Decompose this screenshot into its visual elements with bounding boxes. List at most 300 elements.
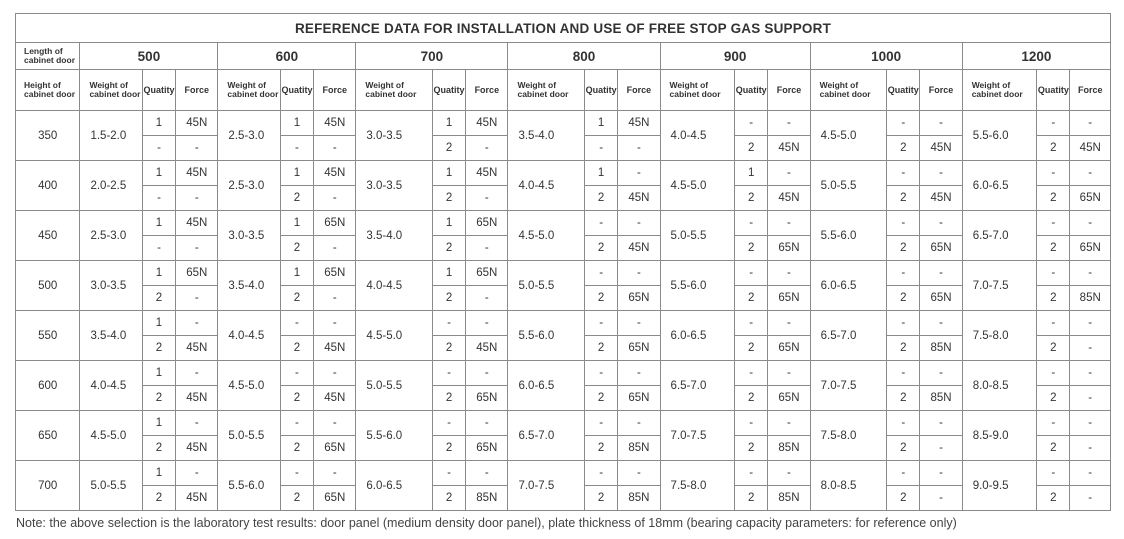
quantity-value: - (585, 361, 618, 386)
force-value: - (920, 411, 962, 436)
quantity-value: - (280, 411, 313, 436)
force-value: - (466, 236, 508, 261)
force-value: - (1070, 436, 1111, 461)
weight-value: 6.0-6.5 (962, 161, 1037, 211)
force-value: 85N (618, 436, 660, 461)
force-value: - (1070, 311, 1111, 336)
quantity-value: 2 (1037, 436, 1070, 461)
force-value: - (920, 461, 962, 486)
force-value: 85N (466, 486, 508, 511)
quantity-value: - (735, 411, 768, 436)
force-value: 45N (176, 336, 218, 361)
weight-value: 7.0-7.5 (508, 461, 585, 511)
force-value: 65N (1070, 236, 1111, 261)
weight-value: 6.0-6.5 (356, 461, 433, 511)
force-value: - (920, 261, 962, 286)
quantity-value: 2 (887, 486, 920, 511)
quantity-value: - (735, 211, 768, 236)
quantity-label: Quatity (280, 70, 313, 111)
force-value: 45N (618, 111, 660, 136)
weight-value: 9.0-9.5 (962, 461, 1037, 511)
weight-value: 7.5-8.0 (660, 461, 735, 511)
quantity-value: 1 (432, 111, 465, 136)
quantity-value: 1 (142, 261, 175, 286)
weight-value: 5.0-5.5 (218, 411, 280, 461)
quantity-value: 2 (887, 236, 920, 261)
force-value: 65N (466, 211, 508, 236)
quantity-value: - (142, 136, 175, 161)
force-value: - (768, 461, 810, 486)
weight-value: 5.5-6.0 (810, 211, 887, 261)
force-value: 45N (176, 436, 218, 461)
weight-value: 7.0-7.5 (962, 261, 1037, 311)
quantity-value: - (735, 111, 768, 136)
weight-value: 3.0-3.5 (356, 161, 433, 211)
quantity-value: - (585, 461, 618, 486)
height-value: 650 (16, 411, 80, 461)
force-value: - (768, 161, 810, 186)
force-value: 45N (176, 486, 218, 511)
force-value: - (618, 261, 660, 286)
weight-value: 2.5-3.0 (218, 161, 280, 211)
quantity-value: 1 (280, 261, 313, 286)
force-value: - (1070, 386, 1111, 411)
force-value: - (1070, 211, 1111, 236)
force-value: 65N (1070, 186, 1111, 211)
force-value: - (466, 136, 508, 161)
force-value: 65N (176, 261, 218, 286)
door-length-header: 700 (356, 43, 508, 70)
weight-value: 5.5-6.0 (356, 411, 433, 461)
weight-value: 7.5-8.0 (810, 411, 887, 461)
quantity-value: 2 (432, 136, 465, 161)
weight-value: 4.0-4.5 (218, 311, 280, 361)
quantity-value: 2 (735, 186, 768, 211)
table-row (16, 461, 1111, 486)
quantity-value: 1 (432, 261, 465, 286)
quantity-label: Quatity (887, 70, 920, 111)
weight-value: 1.5-2.0 (80, 111, 142, 161)
quantity-value: 2 (142, 436, 175, 461)
quantity-value: 1 (142, 211, 175, 236)
force-value: - (466, 461, 508, 486)
quantity-value: - (432, 311, 465, 336)
force-value: 45N (1070, 136, 1111, 161)
quantity-value: - (432, 411, 465, 436)
quantity-value: - (1037, 211, 1070, 236)
quantity-value: 2 (142, 286, 175, 311)
table-row (16, 111, 1111, 136)
weight-value: 3.0-3.5 (356, 111, 433, 161)
height-of-cabinet-door-label: Height of cabinet door (16, 70, 80, 111)
weight-value: 4.5-5.0 (218, 361, 280, 411)
force-value: 45N (314, 111, 356, 136)
force-value: 85N (1070, 286, 1111, 311)
force-value: 65N (618, 286, 660, 311)
quantity-value: 2 (887, 136, 920, 161)
quantity-value: 2 (432, 186, 465, 211)
quantity-label: Quatity (1037, 70, 1070, 111)
weight-value: 3.5-4.0 (218, 261, 280, 311)
force-value: - (176, 411, 218, 436)
quantity-value: 1 (142, 461, 175, 486)
quantity-value: - (1037, 261, 1070, 286)
weight-value: 6.5-7.0 (810, 311, 887, 361)
door-length-header: 600 (218, 43, 356, 70)
weight-value: 4.5-5.0 (356, 311, 433, 361)
force-value: 85N (768, 486, 810, 511)
force-value: 45N (466, 161, 508, 186)
quantity-value: 2 (432, 286, 465, 311)
quantity-value: 2 (280, 436, 313, 461)
weight-value: 8.0-8.5 (810, 461, 887, 511)
quantity-value: 2 (432, 386, 465, 411)
quantity-value: 1 (280, 111, 313, 136)
force-value: 45N (920, 186, 962, 211)
weight-value: 7.5-8.0 (962, 311, 1037, 361)
force-value: - (1070, 336, 1111, 361)
force-value: - (314, 311, 356, 336)
quantity-value: - (432, 361, 465, 386)
quantity-value: 2 (585, 386, 618, 411)
table-row (16, 311, 1111, 336)
weight-value: 4.0-4.5 (356, 261, 433, 311)
force-value: - (920, 361, 962, 386)
force-value: - (314, 186, 356, 211)
quantity-value: - (1037, 361, 1070, 386)
quantity-value: 2 (1037, 186, 1070, 211)
quantity-value: 2 (887, 386, 920, 411)
quantity-value: 2 (142, 336, 175, 361)
weight-value: 5.5-6.0 (660, 261, 735, 311)
table-row (16, 361, 1111, 386)
force-value: 85N (920, 386, 962, 411)
height-value: 400 (16, 161, 80, 211)
quantity-value: 2 (280, 336, 313, 361)
quantity-value: 2 (1037, 336, 1070, 361)
force-value: - (314, 461, 356, 486)
weight-value: 2.0-2.5 (80, 161, 142, 211)
quantity-value: 2 (735, 436, 768, 461)
force-value: 45N (314, 161, 356, 186)
quantity-value: 2 (887, 286, 920, 311)
quantity-value: - (142, 236, 175, 261)
force-label: Force (1070, 70, 1111, 111)
weight-value: 6.0-6.5 (660, 311, 735, 361)
force-value: - (176, 286, 218, 311)
force-value: - (466, 186, 508, 211)
force-value: - (768, 311, 810, 336)
quantity-value: - (887, 261, 920, 286)
force-value: 45N (466, 336, 508, 361)
force-value: - (176, 461, 218, 486)
quantity-value: 2 (280, 486, 313, 511)
force-value: - (1070, 361, 1111, 386)
quantity-value: - (432, 461, 465, 486)
quantity-value: - (280, 311, 313, 336)
force-value: 45N (768, 186, 810, 211)
force-label: Force (176, 70, 218, 111)
weight-value: 2.5-3.0 (218, 111, 280, 161)
force-value: 65N (768, 236, 810, 261)
force-value: 85N (618, 486, 660, 511)
table-row (16, 261, 1111, 286)
force-value: - (920, 436, 962, 461)
force-value: - (314, 411, 356, 436)
quantity-value: 2 (735, 136, 768, 161)
force-value: 65N (768, 286, 810, 311)
force-value: 85N (768, 436, 810, 461)
quantity-value: 1 (432, 161, 465, 186)
force-value: - (920, 486, 962, 511)
force-value: 45N (176, 386, 218, 411)
force-value: 45N (466, 111, 508, 136)
quantity-value: - (585, 211, 618, 236)
force-value: - (618, 211, 660, 236)
weight-value: 6.0-6.5 (508, 361, 585, 411)
force-value: 45N (176, 211, 218, 236)
force-value: - (768, 361, 810, 386)
height-value: 700 (16, 461, 80, 511)
force-value: - (176, 236, 218, 261)
quantity-value: - (887, 111, 920, 136)
force-value: - (466, 311, 508, 336)
force-value: - (1070, 486, 1111, 511)
force-value: - (768, 111, 810, 136)
quantity-value: 1 (142, 411, 175, 436)
weight-value: 4.0-4.5 (508, 161, 585, 211)
force-value: 65N (314, 261, 356, 286)
weight-value: 5.0-5.5 (660, 211, 735, 261)
quantity-value: 2 (432, 486, 465, 511)
length-of-cabinet-door-label: Length of cabinet door (16, 43, 80, 70)
quantity-value: 2 (735, 336, 768, 361)
quantity-value: - (887, 411, 920, 436)
quantity-value: 2 (735, 386, 768, 411)
force-value: - (1070, 261, 1111, 286)
weight-value: 5.0-5.5 (508, 261, 585, 311)
force-value: - (314, 236, 356, 261)
quantity-label: Quatity (142, 70, 175, 111)
force-value: 45N (618, 186, 660, 211)
weight-value: 5.0-5.5 (810, 161, 887, 211)
weight-of-cabinet-door-label: Weight of cabinet door (962, 70, 1037, 111)
force-value: 65N (314, 436, 356, 461)
quantity-value: 2 (735, 486, 768, 511)
force-value: 45N (176, 111, 218, 136)
quantity-value: - (735, 311, 768, 336)
force-value: 45N (920, 136, 962, 161)
weight-value: 5.0-5.5 (356, 361, 433, 411)
force-value: - (768, 261, 810, 286)
force-value: 65N (920, 286, 962, 311)
quantity-value: 2 (142, 486, 175, 511)
quantity-value: 2 (432, 436, 465, 461)
door-length-header: 500 (80, 43, 218, 70)
quantity-value: - (887, 461, 920, 486)
quantity-value: 2 (432, 236, 465, 261)
quantity-value: 2 (585, 336, 618, 361)
force-value: - (1070, 461, 1111, 486)
weight-value: 7.0-7.5 (660, 411, 735, 461)
force-value: - (176, 361, 218, 386)
quantity-value: 1 (142, 111, 175, 136)
quantity-value: 2 (1037, 236, 1070, 261)
quantity-value: - (1037, 461, 1070, 486)
force-value: - (920, 111, 962, 136)
force-value: - (466, 361, 508, 386)
height-value: 550 (16, 311, 80, 361)
force-value: - (176, 186, 218, 211)
quantity-value: - (1037, 161, 1070, 186)
weight-value: 3.5-4.0 (356, 211, 433, 261)
weight-value: 6.5-7.0 (962, 211, 1037, 261)
force-value: - (618, 311, 660, 336)
force-label: Force (466, 70, 508, 111)
quantity-value: - (1037, 311, 1070, 336)
weight-value: 4.5-5.0 (508, 211, 585, 261)
force-value: - (1070, 161, 1111, 186)
force-value: - (618, 136, 660, 161)
force-value: - (314, 136, 356, 161)
height-value: 600 (16, 361, 80, 411)
force-value: 65N (768, 336, 810, 361)
quantity-value: 1 (142, 311, 175, 336)
quantity-label: Quatity (735, 70, 768, 111)
quantity-value: - (585, 261, 618, 286)
quantity-value: - (1037, 411, 1070, 436)
force-label: Force (768, 70, 810, 111)
quantity-value: 2 (887, 186, 920, 211)
weight-of-cabinet-door-label: Weight of cabinet door (356, 70, 433, 111)
weight-value: 5.5-6.0 (218, 461, 280, 511)
quantity-value: 2 (280, 286, 313, 311)
weight-value: 2.5-3.0 (80, 211, 142, 261)
door-length-header: 800 (508, 43, 660, 70)
quantity-value: 2 (1037, 486, 1070, 511)
force-value: 65N (314, 486, 356, 511)
force-value: - (176, 311, 218, 336)
weight-of-cabinet-door-label: Weight of cabinet door (810, 70, 887, 111)
force-value: - (1070, 411, 1111, 436)
weight-of-cabinet-door-label: Weight of cabinet door (218, 70, 280, 111)
quantity-value: 1 (735, 161, 768, 186)
weight-of-cabinet-door-label: Weight of cabinet door (508, 70, 585, 111)
weight-value: 7.0-7.5 (810, 361, 887, 411)
quantity-label: Quatity (432, 70, 465, 111)
force-value: - (176, 136, 218, 161)
quantity-value: 1 (585, 111, 618, 136)
table-title: REFERENCE DATA FOR INSTALLATION AND USE OF FREE STOP GAS SUPPORT (16, 14, 1111, 43)
weight-of-cabinet-door-label: Weight of cabinet door (80, 70, 142, 111)
quantity-value: - (585, 311, 618, 336)
weight-value: 4.0-4.5 (660, 111, 735, 161)
quantity-value: 2 (585, 236, 618, 261)
door-length-header: 900 (660, 43, 810, 70)
force-value: 65N (618, 336, 660, 361)
weight-value: 3.0-3.5 (80, 261, 142, 311)
weight-value: 6.5-7.0 (660, 361, 735, 411)
force-label: Force (618, 70, 660, 111)
quantity-value: - (887, 211, 920, 236)
weight-value: 4.0-4.5 (80, 361, 142, 411)
height-value: 350 (16, 111, 80, 161)
weight-value: 8.0-8.5 (962, 361, 1037, 411)
quantity-value: 2 (585, 486, 618, 511)
force-label: Force (920, 70, 962, 111)
force-value: 45N (618, 236, 660, 261)
quantity-value: - (887, 361, 920, 386)
force-value: - (466, 286, 508, 311)
force-value: - (466, 411, 508, 436)
force-value: - (618, 361, 660, 386)
quantity-value: - (585, 411, 618, 436)
quantity-value: 2 (735, 286, 768, 311)
force-value: - (1070, 111, 1111, 136)
table-row (16, 161, 1111, 186)
quantity-value: 2 (1037, 136, 1070, 161)
gas-support-reference-table (15, 13, 1111, 511)
weight-value: 5.5-6.0 (508, 311, 585, 361)
weight-value: 4.5-5.0 (80, 411, 142, 461)
weight-value: 4.5-5.0 (660, 161, 735, 211)
weight-value: 6.5-7.0 (508, 411, 585, 461)
quantity-value: - (280, 136, 313, 161)
table-row (16, 211, 1111, 236)
quantity-value: 2 (142, 386, 175, 411)
quantity-value: 2 (585, 436, 618, 461)
quantity-value: 2 (1037, 286, 1070, 311)
quantity-value: - (142, 186, 175, 211)
quantity-value: 2 (432, 336, 465, 361)
force-value: - (314, 286, 356, 311)
footnote: Note: the above selection is the laboratory test results: door panel (medium density door panel), plate thickness of 18mm (bearing capacity parameters: for reference only) (16, 516, 957, 530)
quantity-value: - (735, 261, 768, 286)
quantity-value: 1 (432, 211, 465, 236)
weight-of-cabinet-door-label: Weight of cabinet door (660, 70, 735, 111)
quantity-value: 1 (142, 361, 175, 386)
force-value: 65N (314, 211, 356, 236)
quantity-value: 2 (280, 386, 313, 411)
quantity-value: - (585, 136, 618, 161)
quantity-value: - (1037, 111, 1070, 136)
force-value: 45N (314, 336, 356, 361)
force-value: 65N (920, 236, 962, 261)
quantity-value: 1 (585, 161, 618, 186)
force-value: 65N (768, 386, 810, 411)
weight-value: 8.5-9.0 (962, 411, 1037, 461)
weight-value: 5.5-6.0 (962, 111, 1037, 161)
force-value: - (768, 411, 810, 436)
weight-value: 3.5-4.0 (508, 111, 585, 161)
force-value: 65N (466, 386, 508, 411)
quantity-value: 2 (585, 286, 618, 311)
force-value: 45N (768, 136, 810, 161)
quantity-label: Quatity (585, 70, 618, 111)
table-row (16, 411, 1111, 436)
force-value: 45N (314, 386, 356, 411)
force-value: - (768, 211, 810, 236)
weight-value: 4.5-5.0 (810, 111, 887, 161)
quantity-value: 2 (585, 186, 618, 211)
quantity-value: 2 (280, 236, 313, 261)
door-length-header: 1200 (962, 43, 1110, 70)
height-value: 500 (16, 261, 80, 311)
quantity-value: - (887, 161, 920, 186)
quantity-value: 1 (280, 161, 313, 186)
quantity-value: 2 (1037, 386, 1070, 411)
quantity-value: 1 (142, 161, 175, 186)
